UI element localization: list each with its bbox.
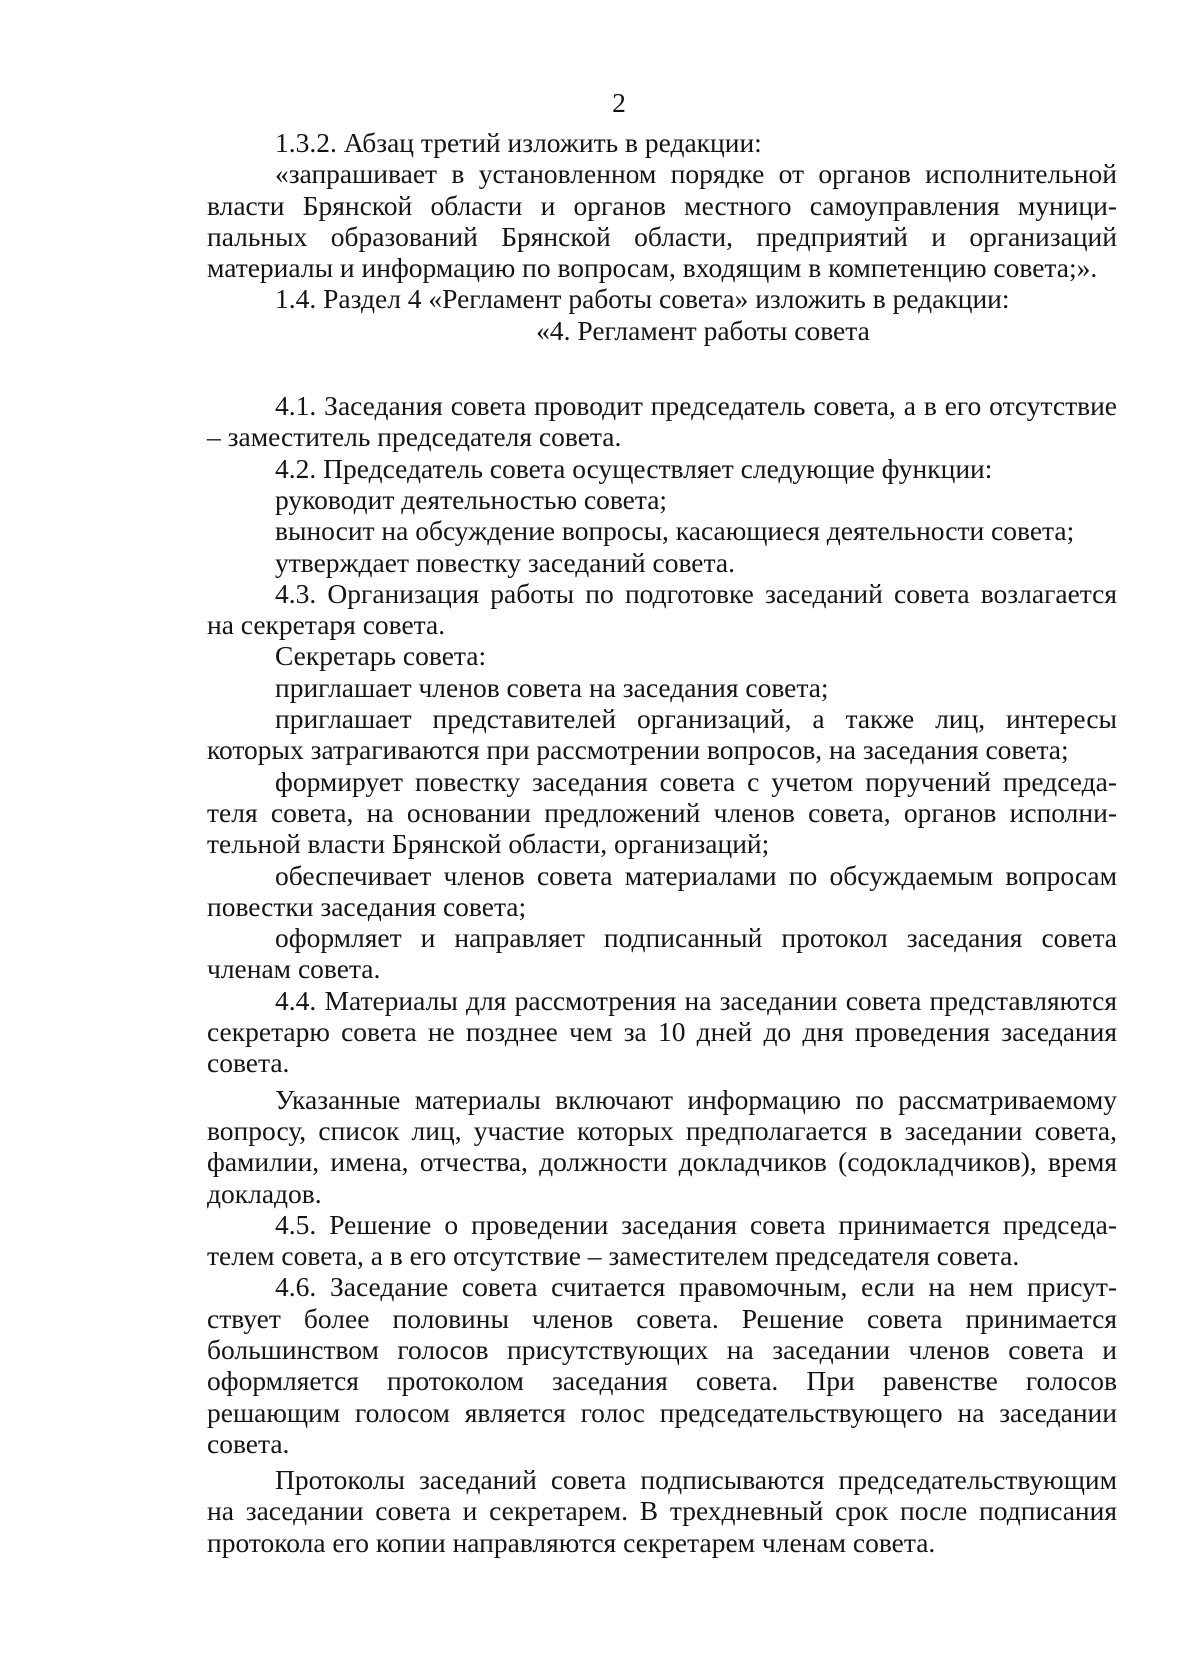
paragraph-4-1: 4.1. Заседания совета проводит председатель совета, а в его отсутствие – заместитель председателя совета. [207, 390, 1117, 453]
paragraph-4-2-item: руководит деятельностью совета; [275, 483, 668, 515]
document-body [207, 127, 1117, 1558]
section-heading: «4. Регламент работы совета [536, 314, 870, 346]
paragraph-1-4: 1.4. Раздел 4 «Регламент работы совета» изложить в редакции: [275, 283, 1010, 315]
paragraph-4-5: 4.5. Решение о проведении заседания совета принимается председа-телем совета, а в его отсутствие – заместителем председателя совета. [207, 1208, 1117, 1272]
paragraph-protocols: Протоколы заседаний совета подписываются председательствующим на заседании совета и секретарем. В трехдневный срок после подписания протокола его копии направляются секретарем членам совета. [207, 1464, 1117, 1558]
paragraph-4-6: 4.6. Заседание совета считается правомочным, если на нем присут-ствует более половины членов совета. Решение совета принимается большинством голосов присутствующих на заседании членов совета и оформляется протоколом заседания совета. При равенстве голосов решающим голосом является голос председательствующего на заседании совета. [207, 1271, 1117, 1459]
paragraph-quote-request: «запрашивает в установленном порядке от органов исполнительной власти Брянской области и органов местного самоуправления муници-пальных образований Брянской области, предприятий и организаций материалы и информацию по вопросам, входящим в компетенцию совета;». [207, 158, 1117, 284]
paragraph-4-4: 4.4. Материалы для рассмотрения на заседании совета представляются секретарю совета не позднее чем за 10 дней до дня проведения заседания совета. [207, 984, 1117, 1079]
spacer [207, 346, 1117, 390]
paragraph-secretary-item: приглашает членов совета на заседания совета; [275, 671, 829, 703]
paragraph-secretary-item: формирует повестку заседания совета с учетом поручений председа-теля совета, на основании предложений членов совета, органов исполни-тельной власти Брянской области, организаций; [207, 765, 1117, 860]
paragraph-secretary-item: приглашает представителей организаций, а также лиц, интересы которых затрагиваются при рассмотрении вопросов, на заседания совета; [207, 703, 1117, 766]
paragraph-secretary: Секретарь совета: [275, 640, 487, 672]
paragraph-secretary-item: обеспечивает членов совета материалами по обсуждаемым вопросам повестки заседания совета; [207, 859, 1117, 922]
paragraph-1-3-2: 1.3.2. Абзац третий изложить в редакции: [275, 127, 762, 158]
paragraph-4-3: 4.3. Организация работы по подготовке заседаний совета возлагается на секретаря совета. [207, 577, 1117, 641]
paragraph-4-2-item: утверждает повестку заседаний совета. [275, 546, 735, 578]
paragraph-materials: Указанные материалы включают информацию по рассматриваемому вопросу, список лиц, участие которых предполагается в заседании совета, фамилии, имена, отчества, должности докладчиков (содокладчиков), время докладов. [207, 1083, 1117, 1209]
paragraph-secretary-item: оформляет и направляет подписанный протокол заседания совета членам совета. [207, 922, 1117, 985]
paragraph-4-2: 4.2. Председатель совета осуществляет следующие функции: [275, 452, 993, 484]
paragraph-4-2-item: выносит на обсуждение вопросы, касающиеся деятельности совета; [275, 515, 1075, 547]
page-number: 2 [612, 87, 626, 118]
